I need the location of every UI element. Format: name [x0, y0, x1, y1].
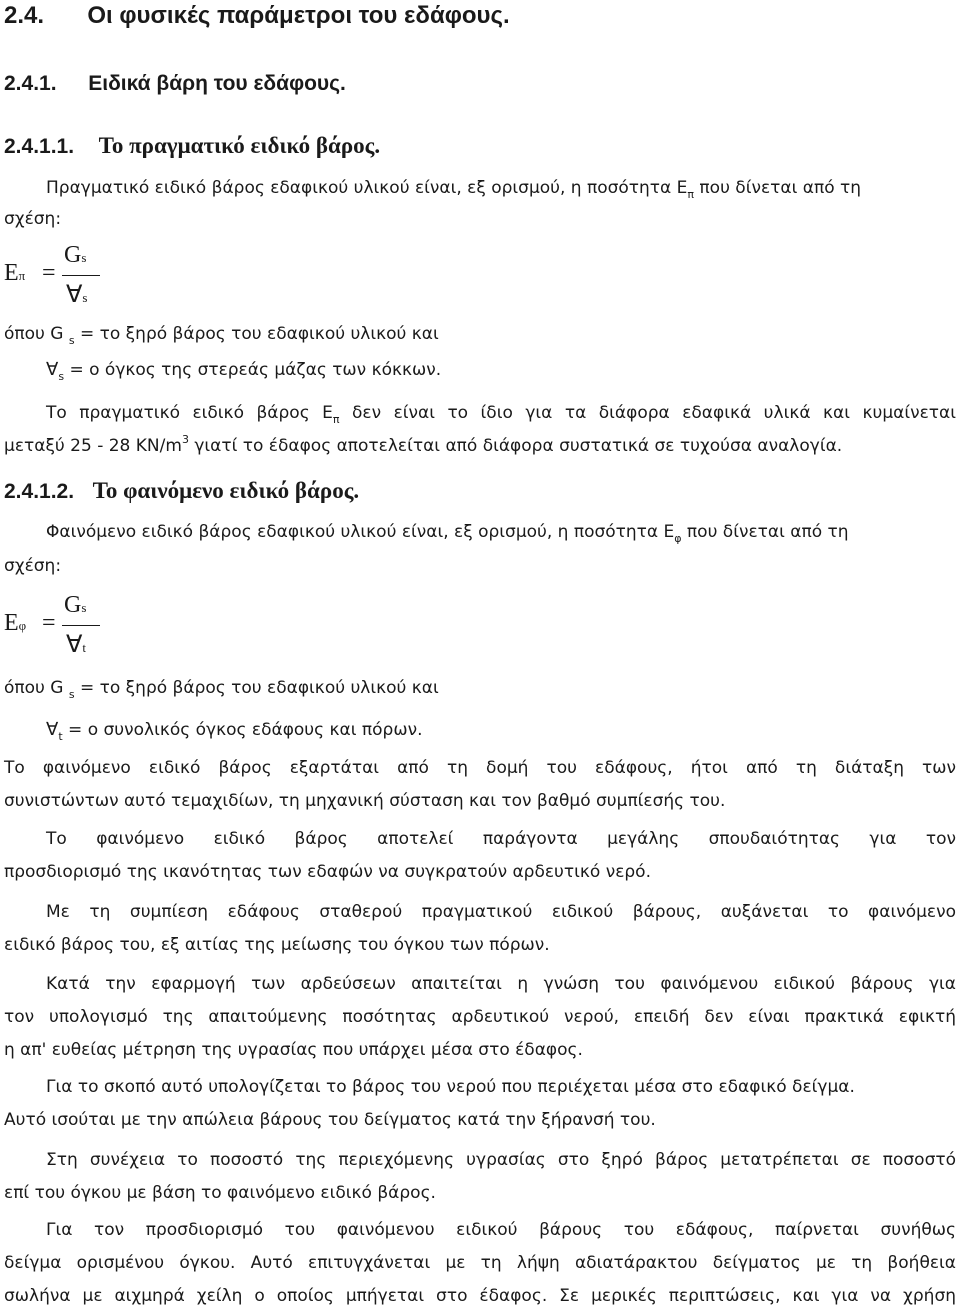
formula2-lhs: Eφ: [4, 610, 27, 636]
paragraph-importance: Το φαινόμενο ειδικό βάρος αποτελεί παράγοντα μεγάλης σπουδαιότητας για τον: [46, 829, 956, 849]
heading-level3-apparent: 2.4.1.2. Το φαινόμενο ειδικό βάρος.: [4, 478, 360, 503]
paragraph-compression-line2: ειδικό βάρος του, εξ αιτίας της μείωσης του όγκου των πόρων.: [4, 935, 550, 955]
forall-symbol: ∀: [46, 359, 59, 379]
formula2-fraction-bar: [62, 625, 100, 626]
formula1-denominator: ∀s: [66, 282, 88, 308]
section1-intro-line1: Πραγματικό ειδικό βάρος εδαφικού υλικού είναι, εξ ορισμού, η ποσότητα $E_\pi$ που δίνεται από τη: [46, 178, 862, 201]
paragraph-sampling-line2: δείγμα ορισμένου όγκου. Αυτό επιτυγχάνεται με τη λήψη αδιατάρακτου δείγματος με τη βοήθεια: [4, 1253, 956, 1273]
section2-where-line: όπου G $_s$ = το ξηρό βάρος του εδαφικού υλικού και: [4, 678, 439, 701]
paragraph-structure-line2: συνιστώντων αυτό τεμαχιδίων, τη μηχανική σύσταση και τον βαθμό συμπίεσής του.: [4, 791, 726, 811]
heading-level2: [4, 72, 346, 96]
heading-level3-actual-number: 2.4.1.1.: [4, 135, 75, 158]
paragraph-irrigation-line2: τον υπολογισμό της απαιτούμενης ποσότητας αρδευτικού νερού, επειδή δεν είναι πρακτικά εφικτή: [4, 1007, 956, 1027]
paragraph-importance-line2: προσδιορισμό της ικανότητας των εδαφών να συγκρατούν αρδευτικό νερό.: [4, 862, 651, 882]
section1-paragraph-line1: Το πραγματικό ειδικό βάρος $E_\pi$ δεν είναι το ίδιο για τα διάφορα εδαφικά υλικά και κυμαίνεται: [46, 403, 956, 426]
heading-level3-actual: [4, 133, 380, 159]
heading-level3-actual-text: Το πραγματικό ειδικό βάρος.: [98, 133, 381, 158]
heading-level1: [4, 2, 510, 30]
paragraph-conversion: Στη συνέχεια το ποσοστό της περιεχόμενης υγρασίας στο ξηρό βάρος μετατρέπεται σε ποσοστό: [46, 1150, 956, 1170]
paragraph-purpose: Για το σκοπό αυτό υπολογίζεται το βάρος του νερού που περιέχεται μέσα στο εδαφικό δείγμα.: [46, 1077, 855, 1097]
section2-volume-line: $\forall_t = o$ συνολικός όγκος εδάφους και πόρων.: [46, 719, 423, 743]
formula2-equals: =: [42, 610, 56, 636]
heading-level1-text: Οι φυσικές παράμετροι του εδάφους.: [87, 2, 510, 29]
section1-volume-line: $\forall_s = o$ όγκος της στερεάς μάζας των κόκκων.: [46, 359, 442, 383]
section1-intro-line2: σχέση:: [4, 209, 62, 229]
heading-level2-text: Ειδικά βάρη του εδάφους.: [88, 72, 346, 95]
formula1-fraction-bar: [62, 275, 100, 276]
paragraph-structure: Το φαινόμενο ειδικό βάρος εξαρτάται από τη δομή του εδάφους, ήτοι από τη διάταξη των: [4, 758, 956, 778]
formula2-numerator: Gs: [64, 592, 87, 618]
formula1-equals: =: [42, 260, 56, 286]
section2-intro-line1: Φαινόμενο ειδικό βάρος εδαφικού υλικού είναι, εξ ορισμού, η ποσότητα $E_\varphi$ που δίνεται από τη: [46, 522, 849, 545]
paragraph-irrigation: Κατά την εφαρμογή των αρδεύσεων απαιτείται η γνώση του φαινόμενου ειδικού βάρους για: [46, 974, 956, 994]
paragraph-sampling: Για τον προσδιορισμό του φαινόμενου ειδικού βάρους του εδάφους, παίρνεται συνήθως: [46, 1220, 956, 1240]
formula1-lhs: Eπ: [4, 260, 26, 286]
forall-symbol: ∀: [46, 719, 59, 739]
paragraph-purpose-line2: Αυτό ισούται με την απώλεια βάρους του δείγματος κατά την ξήρανσή του.: [4, 1110, 656, 1130]
heading-level2-number: 2.4.1.: [4, 72, 57, 95]
heading-level1-number: 2.4.: [4, 2, 45, 29]
section1-paragraph-line2: μεταξύ 25 - 28 $KN/m^3$ γιατί το έδαφος αποτελείται από διάφορα συστατικά σε τυχούσα αναλογία.: [4, 433, 843, 456]
formula2-denominator: ∀t: [66, 632, 87, 658]
section2-intro-line2: σχέση:: [4, 556, 62, 576]
paragraph-compression: Με τη συμπίεση εδάφους σταθερού πραγματικού ειδικού βάρους, αυξάνεται το φαινόμενο: [46, 902, 956, 922]
paragraph-irrigation-line3: η απ' ευθείας μέτρηση της υγρασίας που υπάρχει μέσα στο έδαφος.: [4, 1040, 583, 1060]
paragraph-sampling-line3: σωλήνα με αιχμηρά χείλη ο οποίος μπήγεται στο έδαφος. Σε μερικές περιπτώσεις, και για να χρήση: [4, 1286, 956, 1306]
formula1-numerator: Gs: [64, 242, 87, 268]
paragraph-conversion-line2: επί του όγκου με βάση το φαινόμενο ειδικό βάρος.: [4, 1183, 436, 1203]
section1-where-line: όπου G $_s$ = το ξηρό βάρος του εδαφικού υλικού και: [4, 324, 439, 347]
